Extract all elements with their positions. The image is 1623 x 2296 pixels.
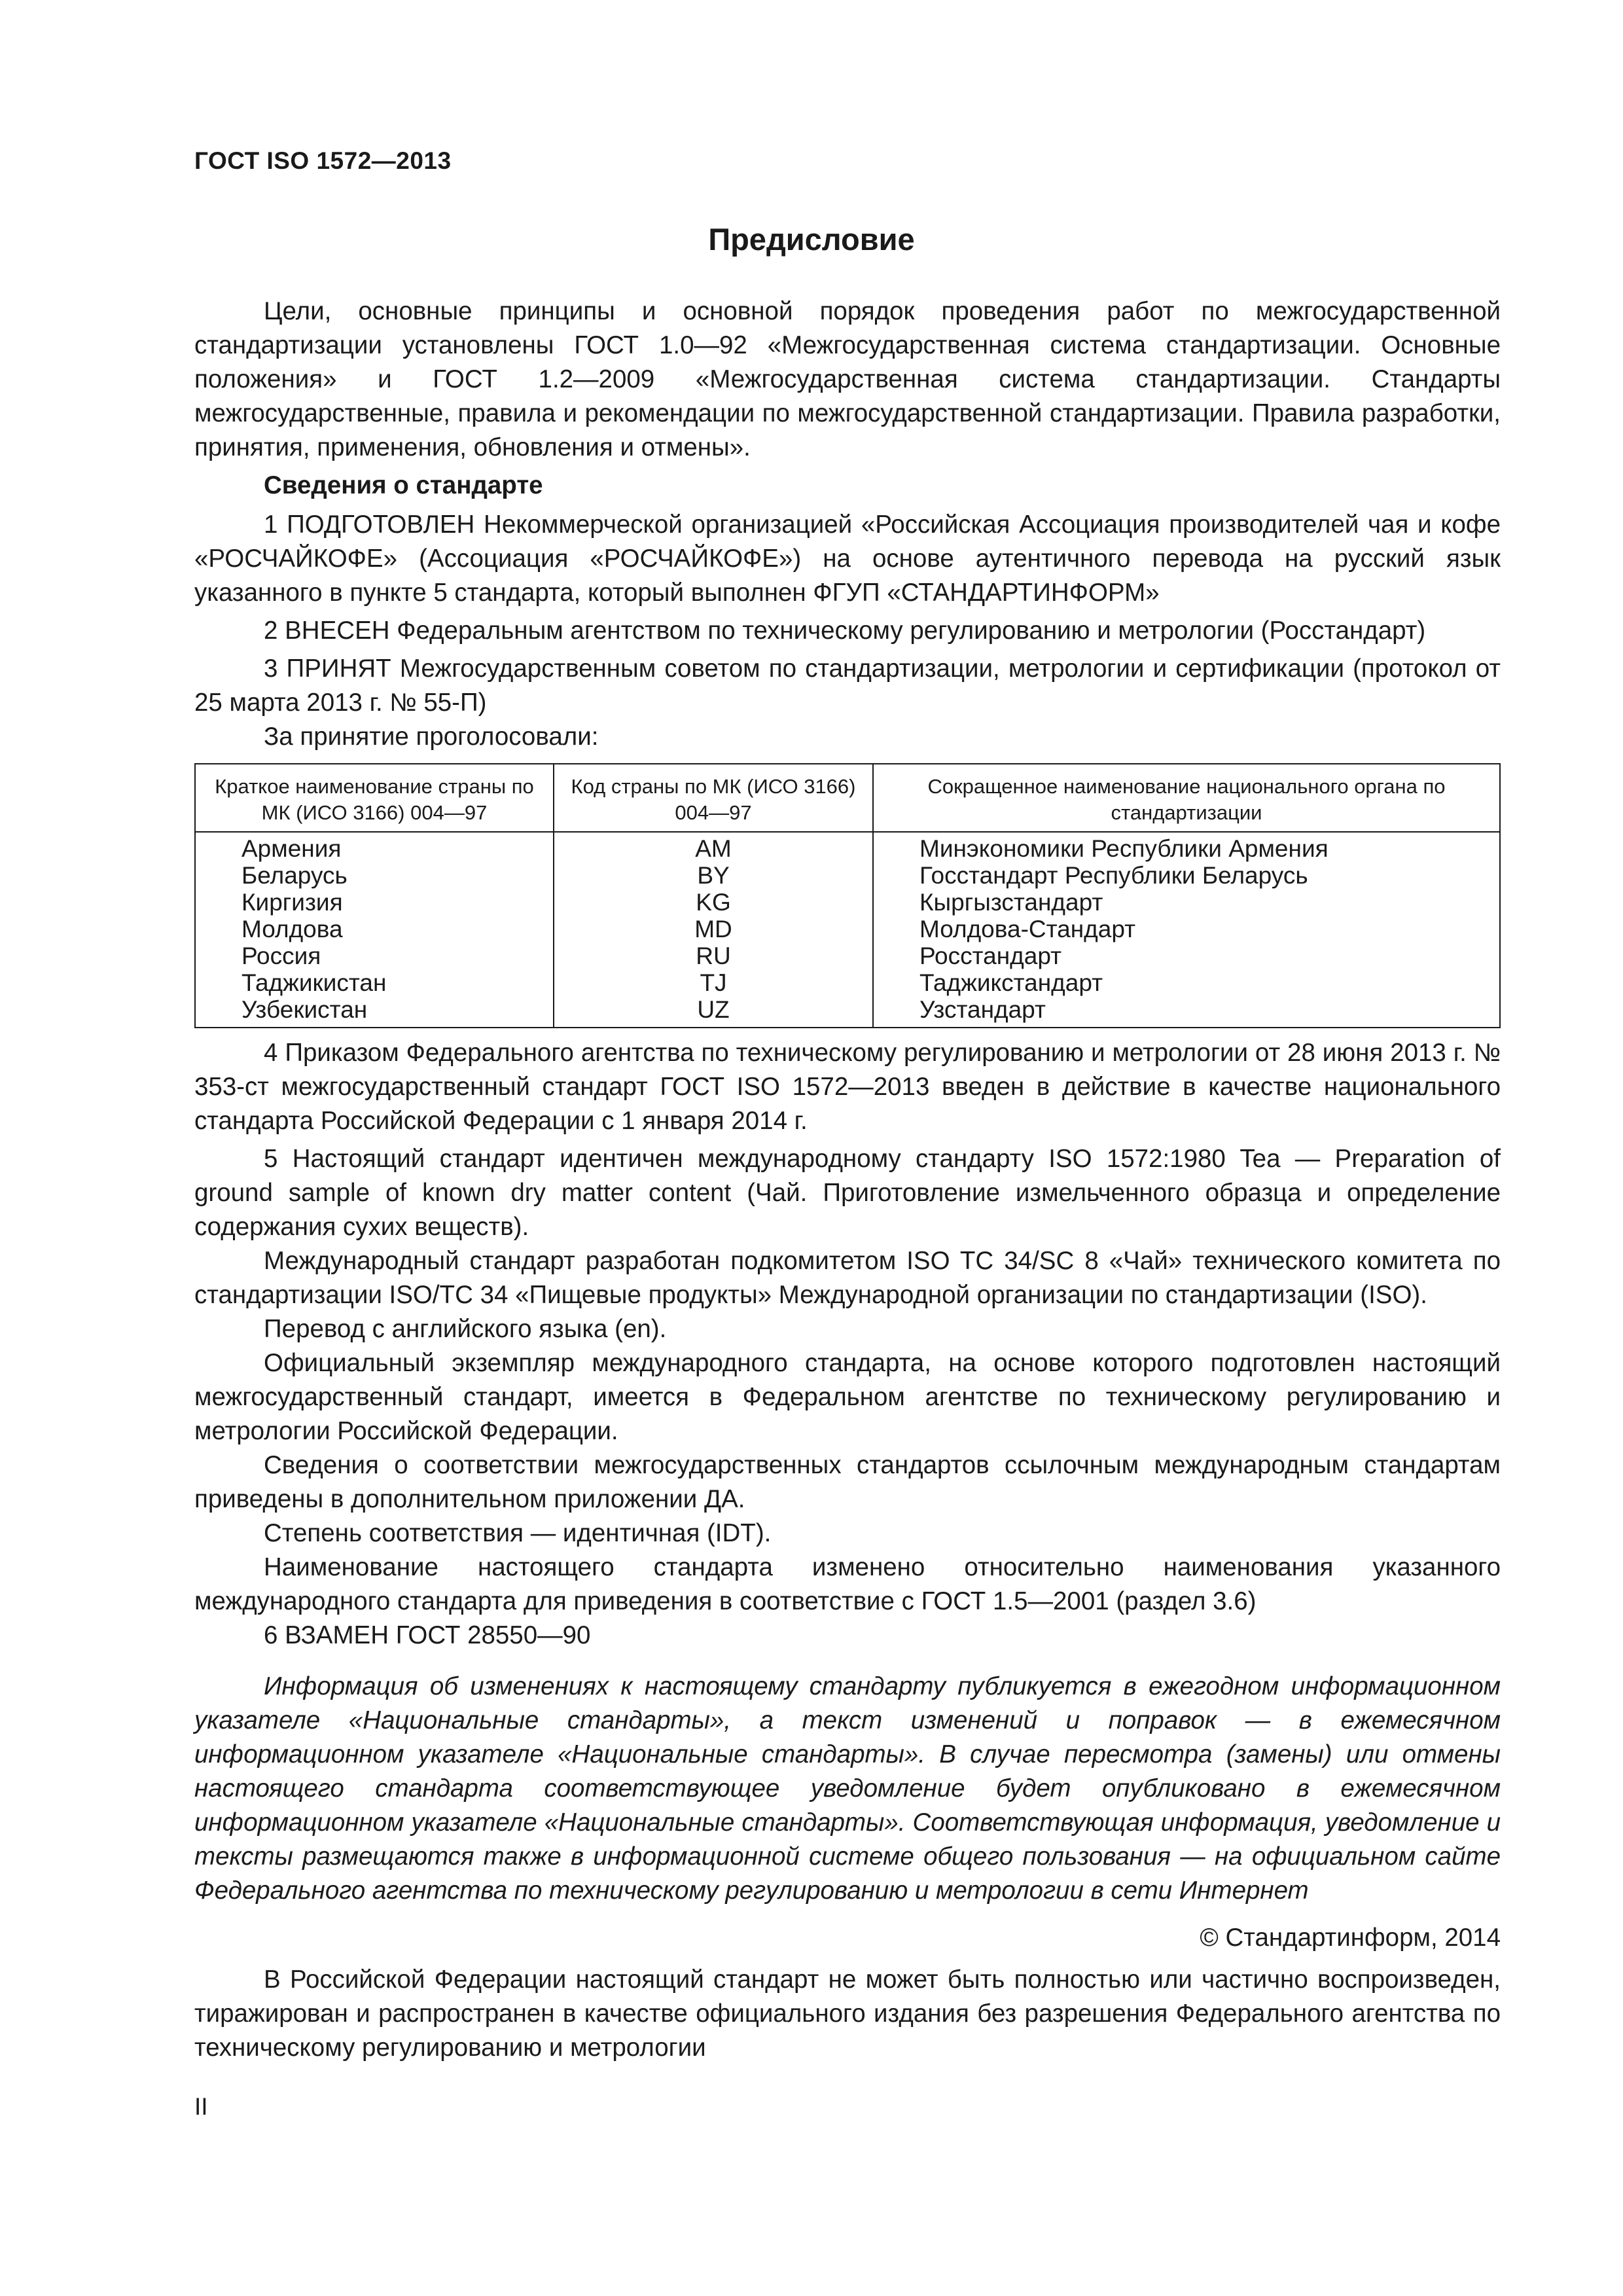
table-row: [195, 969, 1500, 996]
table-row: [195, 862, 1500, 889]
country-name: Беларусь: [195, 862, 554, 889]
document-code-header: ГОСТ ISO 1572—2013: [194, 147, 452, 174]
table-header-body: Сокращенное наименование национального органа по стандартизации: [873, 764, 1500, 832]
country-name: Узбекистан: [195, 996, 554, 1028]
rights-paragraph: В Российской Федерации настоящий стандарт не может быть полностью или частично воспроизведен, тиражирован и распространен в качестве официального издания без разрешения Федерального агентства по техническому регулированию и метрологии: [194, 1965, 1501, 2062]
country-name: Армения: [195, 832, 554, 862]
table-row: [195, 916, 1500, 942]
section-subheading: Сведения о стандарте: [264, 471, 543, 499]
country-code: MD: [554, 916, 873, 942]
country-code: BY: [554, 862, 873, 889]
standards-body: Узстандарт: [873, 996, 1500, 1028]
item-2-paragraph: 2 ВНЕСЕН Федеральным агентством по техническому регулированию и метрологии (Росстандарт): [264, 617, 1426, 645]
item-5-paragraph: 5 Настоящий стандарт идентичен международному стандарту ISO 1572:1980 Tea — Preparation of ground sample of known dry matter content (Чай. Приготовление измельченного образца и определение содержания сухих веществ).: [194, 1145, 1501, 1241]
item-5-conformity-paragraph: Степень соответствия — идентичная (IDT).: [264, 1519, 772, 1547]
table-header-code: Код страны по МК (ИСО 3166) 004—97: [554, 764, 873, 832]
country-name: Таджикистан: [195, 969, 554, 996]
change-notice-paragraph: Информация об изменениях к настоящему стандарту публикуется в ежегодном информационном указателе «Национальные стандарты», а текст изменений и поправок — в ежемесячном информационном указателе «Национальные стандарты». В случае пересмотра (замены) или отмены настоящего стандарта соответствующее уведомление будет опубликовано в ежемесячном информационном указателе «Национальные стандарты». Соответствующая информация, уведомление и тексты размещаются также в информационной системе общего пользования — на официальном сайте Федерального агентства по техническому регулированию и метрологии в сети Интернет: [194, 1672, 1501, 1905]
country-code: TJ: [554, 969, 873, 996]
country-code: UZ: [554, 996, 873, 1028]
country-name: Молдова: [195, 916, 554, 942]
standards-body: Госстандарт Республики Беларусь: [873, 862, 1500, 889]
item-5-developer-paragraph: Международный стандарт разработан подкомитетом ISO TC 34/SC 8 «Чай» технического комитета по стандартизации ISO/TC 34 «Пищевые продукты» Международной организации по стандартизации (ISO).: [194, 1247, 1501, 1309]
item-5-official-copy-paragraph: Официальный экземпляр международного стандарта, на основе которого подготовлен настоящий межгосударственный стандарт, имеется в Федеральном агентстве по техническому регулированию и метрологии Российской Федерации.: [194, 1349, 1501, 1445]
table-row: [195, 942, 1500, 969]
item-5-title-change-paragraph: Наименование настоящего стандарта изменено относительно наименования указанного международного стандарта для приведения в соответствие с ГОСТ 1.5—2001 (раздел 3.6): [194, 1553, 1501, 1615]
country-code: AM: [554, 832, 873, 862]
countries-table: [194, 763, 1501, 1028]
table-row: [195, 996, 1500, 1028]
item-3-paragraph: 3 ПРИНЯТ Межгосударственным советом по стандартизации, метрологии и сертификации (протокол от 25 марта 2013 г. № 55-П): [194, 655, 1501, 717]
item-4-paragraph: 4 Приказом Федерального агентства по техническому регулированию и метрологии от 28 июня 2013 г. № 353-ст межгосударственный стандарт ГОСТ ISO 1572—2013 введен в действие в качестве национального стандарта Российской Федерации с 1 января 2014 г.: [194, 1039, 1501, 1135]
intro-paragraph: Цели, основные принципы и основной порядок проведения работ по межгосударственной стандартизации установлены ГОСТ 1.0—92 «Межгосударственная система стандартизации. Основные положения» и ГОСТ 1.2—2009 «Межгосударственная система стандартизации. Стандарты межгосударственные, правила и рекомендации по межгосударственной стандартизации. Правила разработки, принятия, применения, обновления и отмены».: [194, 297, 1501, 461]
voted-label: За принятие проголосовали:: [264, 723, 599, 751]
standards-body: Минэкономики Республики Армения: [873, 832, 1500, 862]
standards-body: Молдова-Стандарт: [873, 916, 1500, 942]
item-5-references-paragraph: Сведения о соответствии межгосударственных стандартов ссылочным международным стандартам приведены в дополнительном приложении ДА.: [194, 1451, 1501, 1513]
country-code: RU: [554, 942, 873, 969]
standards-body: Таджикстандарт: [873, 969, 1500, 996]
item-1-paragraph: 1 ПОДГОТОВЛЕН Некоммерческой организацией «Российская Ассоциация производителей чая и кофе «РОСЧАЙКОФЕ» (Ассоциация «РОСЧАЙКОФЕ») на основе аутентичного перевода на русский язык указанного в пункте 5 стандарта, который выполнен ФГУП «СТАНДАРТИНФОРМ»: [194, 511, 1501, 607]
page-number: II: [194, 2093, 208, 2120]
table-row: [195, 889, 1500, 916]
table-header-row: [195, 764, 1500, 832]
table-header-country: Краткое наименование страны по МК (ИСО 3166) 004—97: [195, 764, 554, 832]
country-name: Россия: [195, 942, 554, 969]
item-6-paragraph: 6 ВЗАМЕН ГОСТ 28550—90: [264, 1621, 591, 1649]
copyright-line: © Стандартинформ, 2014: [1200, 1924, 1501, 1952]
item-5-translation-paragraph: Перевод с английского языка (en).: [264, 1315, 667, 1343]
country-name: Киргизия: [195, 889, 554, 916]
table-row: [195, 832, 1500, 862]
standards-body: Росстандарт: [873, 942, 1500, 969]
standards-body: Кыргызстандарт: [873, 889, 1500, 916]
page-title: Предисловие: [708, 222, 915, 257]
country-code: KG: [554, 889, 873, 916]
document-body: [194, 295, 1501, 2069]
